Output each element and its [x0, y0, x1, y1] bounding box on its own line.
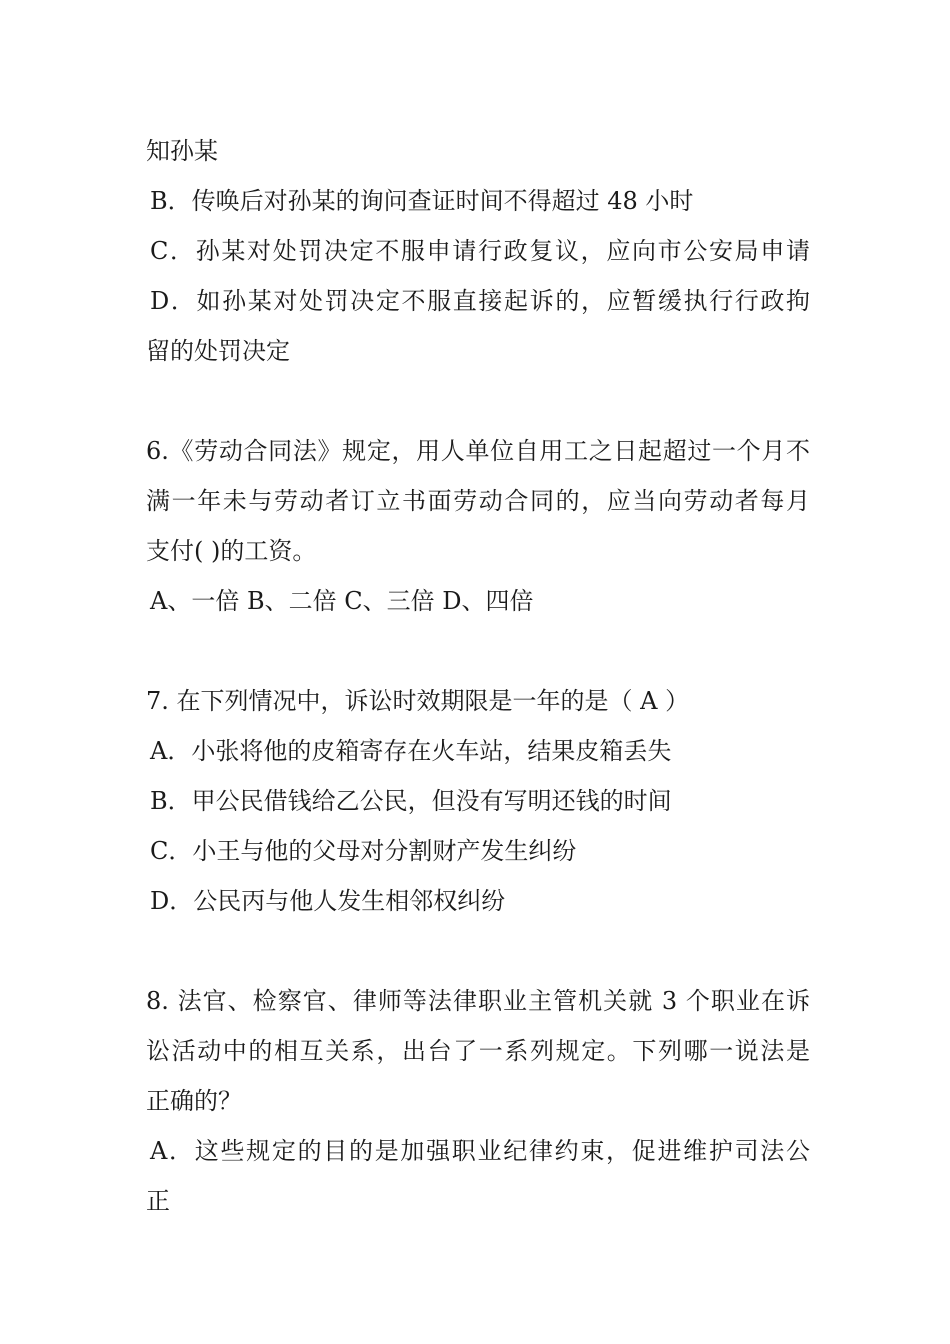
q5-option-d: D．如孙某对处罚决定不服直接起诉的，应暂缓执行行政拘	[150, 287, 810, 315]
q5-lead-line: 知孙某	[146, 137, 218, 165]
q6-line-2: 满一年未与劳动者订立书面劳动合同的，应当向劳动者每月	[146, 487, 810, 515]
q7-option-a: A．小张将他的皮箱寄存在火车站，结果皮箱丢失	[150, 737, 672, 765]
q8-line-3: 正确的？	[146, 1087, 242, 1115]
paragraph-gap	[146, 926, 810, 976]
q6-line-3: 支付( )的工资。	[146, 537, 317, 565]
q7-option-c: C．小王与他的父母对分割财产发生纠纷	[150, 837, 577, 865]
q6-line-1: 6.《劳动合同法》规定，用人单位自用工之日起超过一个月不	[146, 437, 810, 465]
q5-option-d-cont: 留的处罚决定	[146, 337, 290, 365]
paragraph-gap	[146, 376, 810, 426]
paragraph-gap	[146, 626, 810, 676]
q7-question: 7. 在下列情况中，诉讼时效期限是一年的是（ A ）	[146, 687, 690, 715]
q7-option-b: B．甲公民借钱给乙公民，但没有写明还钱的时间	[150, 787, 672, 815]
q7-option-d: D．公民丙与他人发生相邻权纠纷	[150, 887, 506, 915]
q6-options: A、一倍 B、二倍 C、三倍 D、四倍	[150, 587, 534, 615]
q8-option-a: A．这些规定的目的是加强职业纪律约束，促进维护司法公	[150, 1137, 810, 1165]
q8-line-2: 讼活动中的相互关系，出台了一系列规定。下列哪一说法是	[146, 1037, 810, 1065]
q5-option-c: C．孙某对处罚决定不服申请行政复议，应向市公安局申请	[150, 237, 810, 265]
q8-line-1: 8. 法官、检察官、律师等法律职业主管机关就 3 个职业在诉	[146, 987, 810, 1015]
q5-option-b: B．传唤后对孙某的询问查证时间不得超过 48 小时	[150, 187, 694, 215]
q8-option-a-cont: 正	[146, 1187, 170, 1215]
document-body	[146, 126, 810, 1226]
